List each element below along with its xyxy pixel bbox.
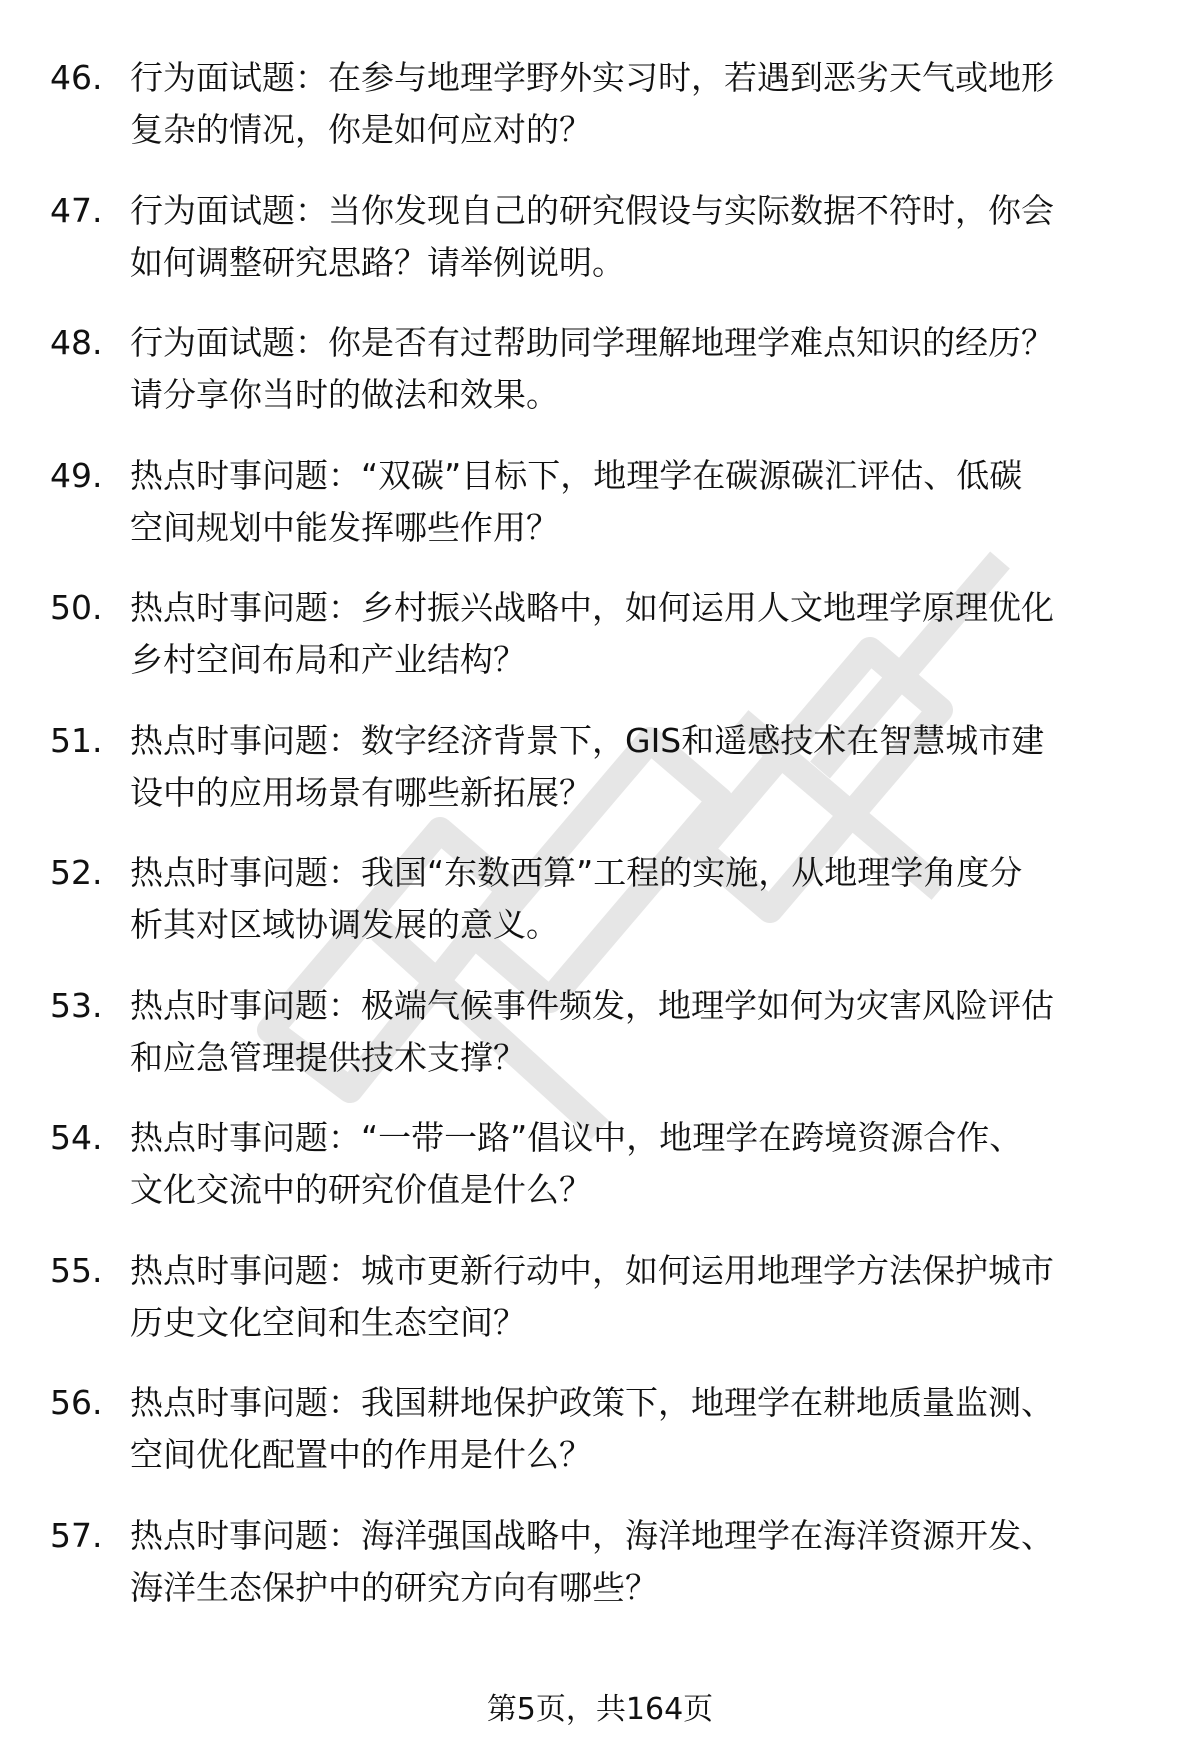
item-number: 56. bbox=[50, 1383, 103, 1422]
item-number: 46. bbox=[50, 58, 103, 97]
list-item bbox=[50, 582, 1150, 715]
item-text: 行为面试题：你是否有过帮助同学理解地理学难点知识的经历？ 请分享你当时的做法和效果。 bbox=[130, 323, 1054, 414]
list-item bbox=[50, 715, 1150, 848]
item-text: 热点时事问题：城市更新行动中，如何运用地理学方法保护城市 历史文化空间和生态空间？ bbox=[130, 1250, 1054, 1342]
item-text: 热点时事问题：乡村振兴战略中，如何运用人文地理学原理优化 乡村空间布局和产业结构？ bbox=[130, 588, 1054, 679]
item-number: 49. bbox=[50, 455, 103, 495]
item-number: 48. bbox=[50, 323, 103, 362]
item-number: 50. bbox=[50, 588, 103, 627]
item-number: 57. bbox=[50, 1515, 103, 1555]
question-list bbox=[50, 52, 1150, 1642]
list-item bbox=[50, 980, 1150, 1113]
item-text: 行为面试题：在参与地理学野外实习时，若遇到恶劣天气或地形 复杂的情况，你是如何应对的？ bbox=[130, 58, 1054, 149]
item-number: 52. bbox=[50, 853, 103, 892]
item-text: 热点时事问题：海洋强国战略中，海洋地理学在海洋资源开发、 海洋生态保护中的研究方向有哪些？ bbox=[130, 1515, 1054, 1607]
item-text: 热点时事问题：我国耕地保护政策下，地理学在耕地质量监测、 空间优化配置中的作用是什么？ bbox=[130, 1383, 1054, 1474]
list-item bbox=[50, 1245, 1150, 1378]
list-item bbox=[50, 1377, 1150, 1510]
list-item bbox=[50, 185, 1150, 318]
item-number: 53. bbox=[50, 985, 103, 1025]
item-text: 热点时事问题：“双碳”目标下，地理学在碳源碳汇评估、低碳 空间规划中能发挥哪些作用？ bbox=[130, 455, 1023, 547]
list-item bbox=[50, 52, 1150, 185]
list-item bbox=[50, 1112, 1150, 1245]
item-text: 热点时事问题：极端气候事件频发，地理学如何为灾害风险评估 和应急管理提供技术支撑？ bbox=[130, 985, 1054, 1077]
list-item bbox=[50, 1510, 1150, 1643]
item-number: 47. bbox=[50, 190, 103, 230]
item-text: 热点时事问题：“一带一路”倡议中，地理学在跨境资源合作、 文化交流中的研究价值是什么？ bbox=[130, 1118, 1023, 1209]
list-item bbox=[50, 450, 1150, 583]
list-item bbox=[50, 847, 1150, 980]
item-text: 行为面试题：当你发现自己的研究假设与实际数据不符时，你会 如何调整研究思路？请举例说明。 bbox=[130, 190, 1054, 282]
item-number: 54. bbox=[50, 1118, 103, 1157]
item-text: 热点时事问题：数字经济背景下，GIS和遥感技术在智慧城市建 设中的应用场景有哪些新拓展？ bbox=[130, 720, 1045, 812]
page-number: 第5页，共164页 bbox=[486, 1692, 714, 1727]
list-item bbox=[50, 317, 1150, 450]
item-text: 热点时事问题：我国“东数西算”工程的实施，从地理学角度分 析其对区域协调发展的意义。 bbox=[130, 853, 1023, 944]
item-number: 55. bbox=[50, 1250, 103, 1290]
item-number: 51. bbox=[50, 720, 103, 760]
